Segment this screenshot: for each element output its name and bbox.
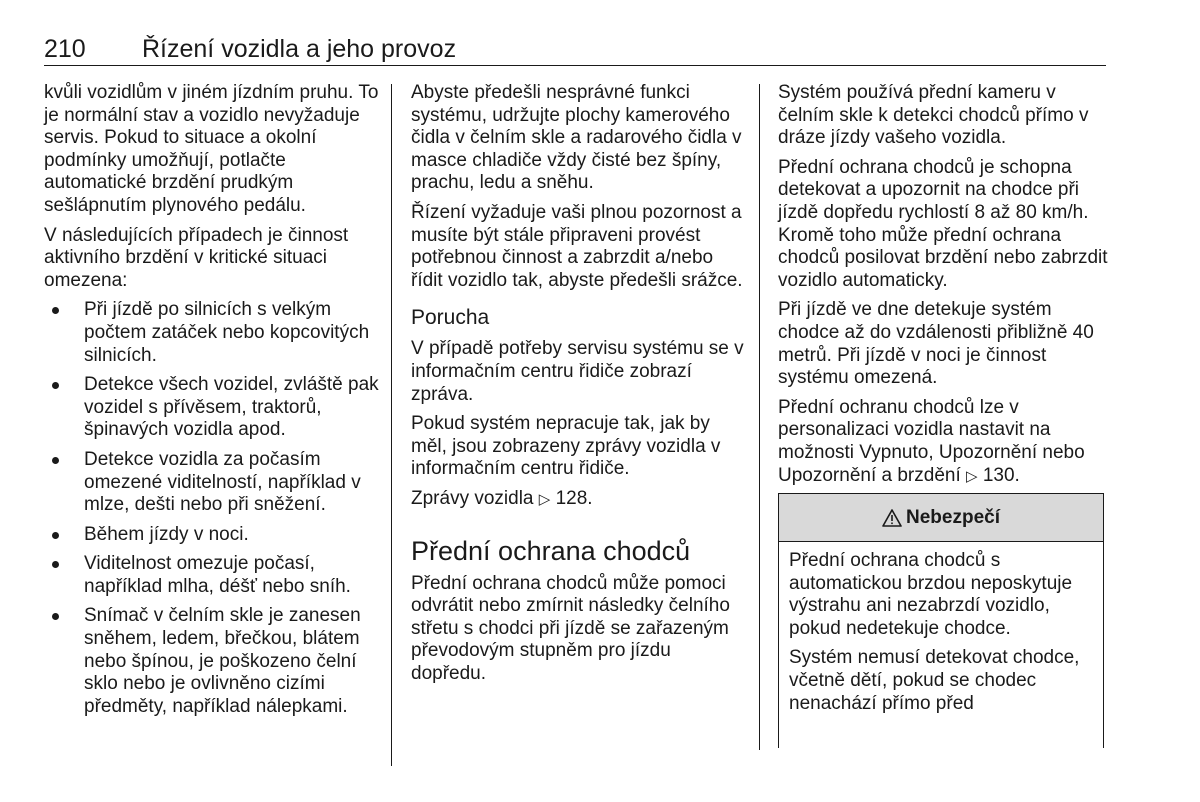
paragraph: Abyste předešli nesprávné funkci systému, udržujte plochy kamerového čidla v čelním skle a radarového čidla v masce chladiče vždy čisté bez špíny, prachu, ledu a sněhu. bbox=[411, 82, 742, 194]
paragraph: Pokud systém nepracuje tak, jak by měl, jsou zobrazeny zprávy vozidla v informačním centru řidiče. bbox=[411, 413, 721, 480]
column-divider bbox=[391, 84, 392, 766]
list-item: Detekce všech vozidel, zvláště pak vozidel s přívěsem, traktorů, špinavých vozidla apod. bbox=[44, 374, 384, 442]
list-item: Snímač v čelním skle je zanesen sněhem, ledem, břečkou, blátem nebo špínou, je poškozeno čelní sklo nebo je ovlivněno cizími předměty, například nálepkami. bbox=[44, 605, 384, 718]
ref-text: Zprávy vozidla bbox=[411, 487, 534, 509]
bullet-list bbox=[44, 299, 384, 718]
list-item: Viditelnost omezuje počasí, například mlha, déšť nebo sníh. bbox=[44, 553, 384, 598]
header-rule bbox=[44, 65, 1106, 66]
paragraph: Řízení vyžaduje vaši plnou pozornost a musíte být stále připraveni provést potřebnou činnost a zabrzdit a/nebo řídit vozidlo tak, abyste předešli srážce. bbox=[411, 201, 743, 291]
page-reference-icon: ▷ bbox=[538, 490, 551, 508]
section-heading: Přední ochrana chodců bbox=[411, 535, 691, 566]
warning-box bbox=[778, 493, 1104, 748]
list-item: Při jízdě po silnicích s velkým počtem zatáček nebo kopcovitých silnicích. bbox=[44, 299, 384, 367]
paragraph: Při jízdě ve dne detekuje systém chodce až do vzdálenosti přibližně 40 metrů. Při jízdě v noci je činnost systému omezená. bbox=[778, 299, 1094, 389]
paragraph: V případě potřeby servisu systému se v informačním centru řidiče zobrazí zpráva. bbox=[411, 338, 744, 405]
page-reference-link[interactable]: 128. bbox=[555, 487, 593, 509]
column-3 bbox=[778, 82, 1108, 495]
column-1 bbox=[44, 82, 384, 725]
page-number: 210 bbox=[44, 35, 86, 63]
paragraph: kvůli vozidlům v jiném jízdním pruhu. To je normální stav a vozidlo nevyžaduje servis. Pokud to situace a okolní podmínky umožňují, potlačte automatické brzdění prudkým sešlápnutím plynového pedálu. bbox=[44, 82, 379, 216]
paragraph: Přední ochrana chodců s automatickou brzdou neposkytuje výstrahu ani nezabrzdí vozidlo, pokud nedetekuje chodce. bbox=[789, 550, 1073, 639]
paragraph bbox=[411, 488, 747, 512]
subheading-fault: Porucha bbox=[411, 306, 490, 330]
warning-header bbox=[779, 494, 1103, 542]
page-reference-link[interactable]: 130. bbox=[982, 464, 1020, 486]
paragraph: Systém používá přední kameru v čelním skle k detekci chodců přímo v dráze jízdy vašeho vozidla. bbox=[778, 82, 1089, 149]
paragraph: V následujících případech je činnost aktivního brzdění v kritické situaci omezena: bbox=[44, 224, 349, 291]
warning-title: Nebezpečí bbox=[906, 506, 1000, 528]
ref-text: Přední ochranu chodců lze v personalizaci vozidla nastavit na možnosti Vypnuto, Upozornění nebo Upozornění a brzdění bbox=[778, 396, 1085, 486]
paragraph bbox=[778, 397, 1108, 488]
warning-triangle-icon bbox=[882, 509, 902, 527]
warning-body bbox=[779, 542, 1103, 715]
paragraph: Přední ochrana chodců může pomoci odvrátit nebo zmírnit následky čelního střetu s chodci při jízdě se zařazeným převodovým stupněm pro jízdu dopředu. bbox=[411, 572, 730, 684]
chapter-title: Řízení vozidla a jeho provoz bbox=[142, 35, 457, 63]
paragraph: Systém nemusí detekovat chodce, včetně dětí, pokud se chodec nenachází přímo před bbox=[789, 647, 1080, 714]
list-item: Během jízdy v noci. bbox=[44, 524, 384, 547]
paragraph: Přední ochrana chodců je schopna detekovat a upozornit na chodce při jízdě dopředu rychlostí 8 až 80 km/h. Kromě toho může přední ochrana chodců posilovat brzdění nebo zabrzdit vozidlo automaticky. bbox=[778, 156, 1108, 291]
column-divider bbox=[759, 84, 760, 750]
page-reference-icon: ▷ bbox=[966, 467, 978, 485]
page-header bbox=[44, 34, 1106, 64]
list-item: Detekce vozidla za počasím omezené viditelností, například v mlze, dešti nebo při sněžení. bbox=[44, 449, 384, 517]
column-2 bbox=[411, 82, 747, 692]
